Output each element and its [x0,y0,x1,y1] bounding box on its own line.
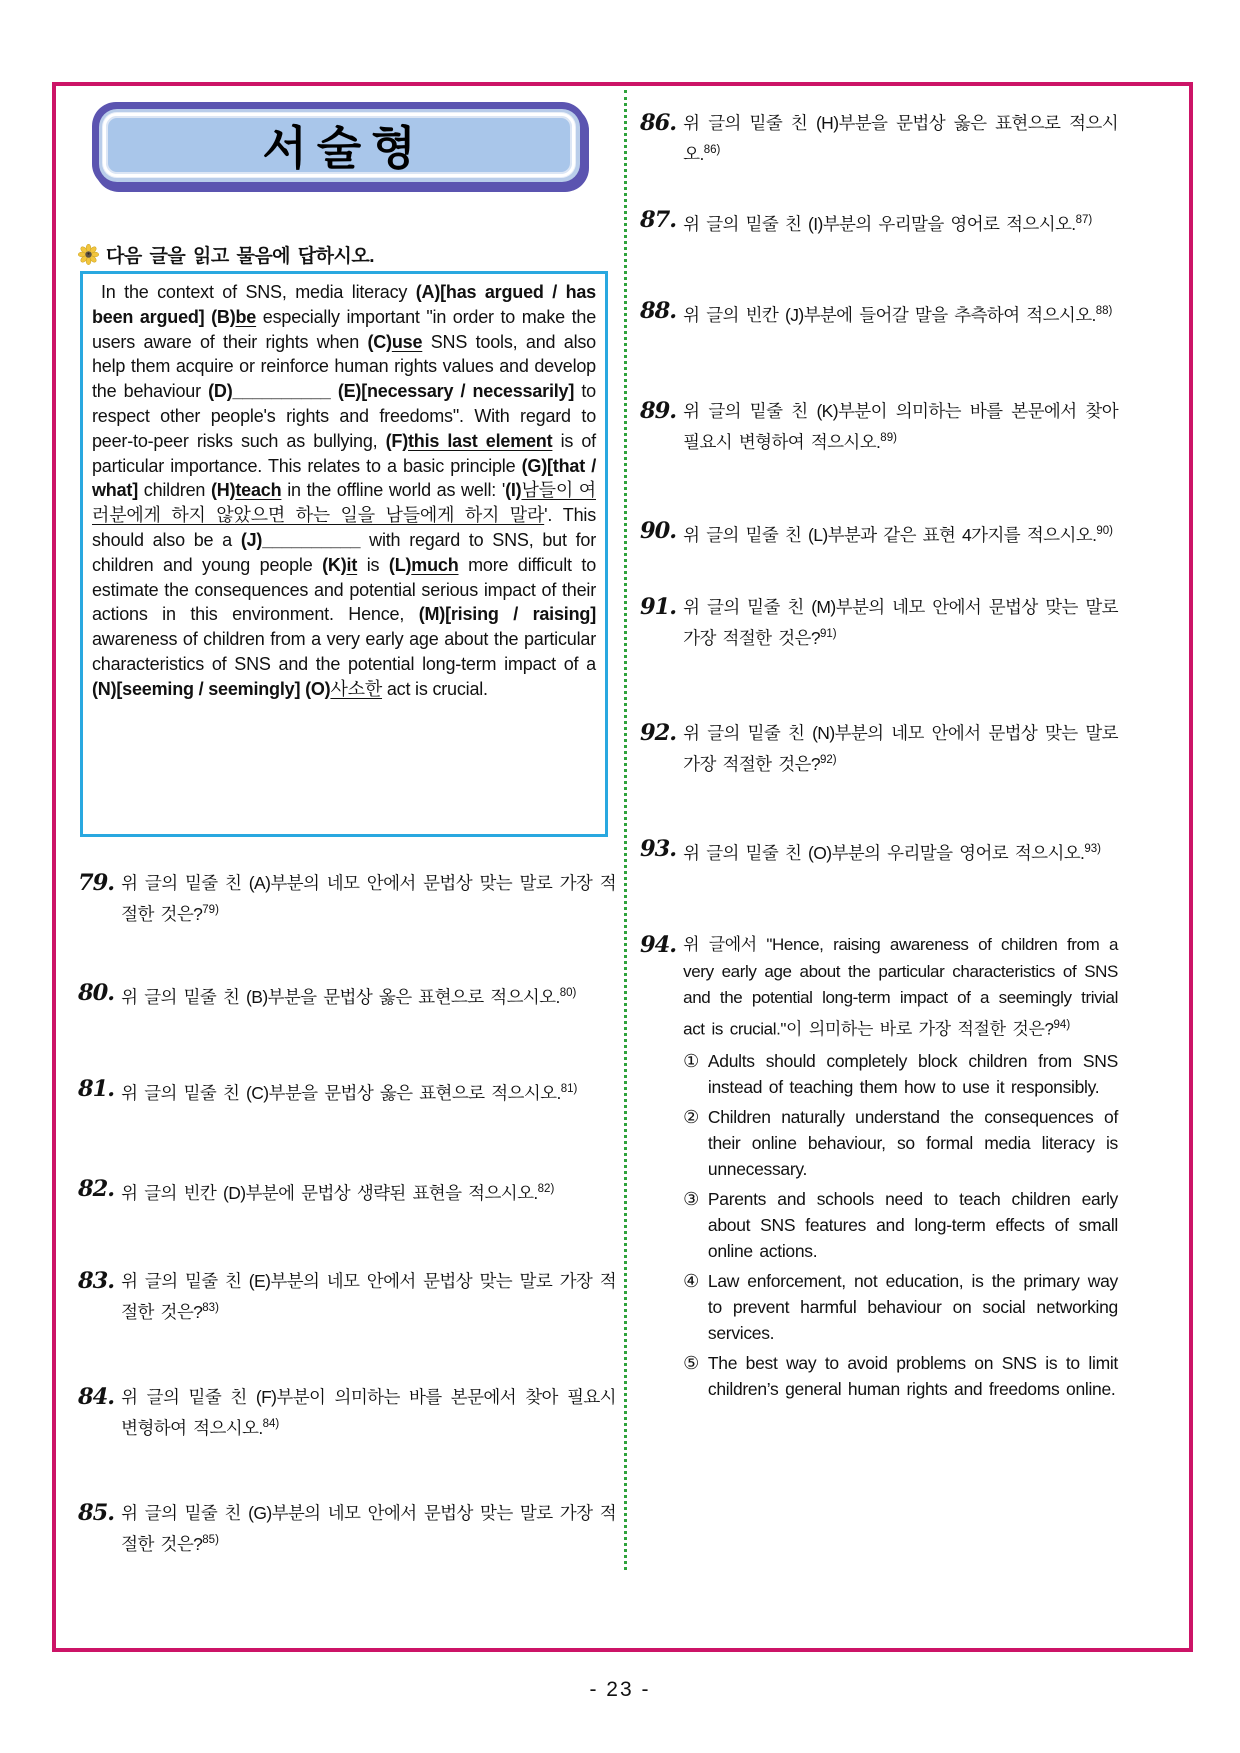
question-91 [640,594,1118,652]
footnote-ref: 80) [559,987,577,999]
footnote-ref: 84) [262,1418,280,1430]
question-number: 89. [640,398,677,424]
passage-segment: this last element [408,430,553,451]
question-number: 84. [78,1384,115,1410]
question-90 [640,518,1118,549]
passage-segment: much [411,554,459,575]
question-number: 86. [640,110,677,136]
footnote-ref: 86) [703,144,721,156]
footnote-ref: 94) [1053,1018,1071,1031]
question-number: 79. [78,870,115,896]
choice-marker: ③ [683,1188,699,1209]
question-text-main: 위 글의 밑줄 친 (E)부분의 네모 안에서 문법상 맞는 말로 가장 적절한 것은? [121,1271,616,1322]
question-text-main: 위 글에서 "Hence, raising awareness of children from a very early age about the particular characteristics of SNS and the potential long-term impact of a seemingly trivial act is crucial."이 의미하는 바로 가장 적절한 것은? [683,935,1118,1039]
question-text-main: 위 글의 밑줄 친 (M)부분의 네모 안에서 문법상 맞는 말로 가장 적절한 것은? [683,597,1118,648]
passage-segment: In the context of SNS, media literacy [101,282,416,302]
question-84 [78,1384,616,1442]
question-text-main: 위 글의 밑줄 친 (L)부분과 같은 표현 4가지를 적으시오. [683,524,1097,545]
choice-text: Law enforcement, not education, is the primary way to prevent harmful behaviour on social networking services. [707,1270,1118,1343]
footnote-ref: 89) [880,432,897,444]
footnote-ref: 82) [537,1183,555,1195]
question-text [121,1268,616,1326]
question-text-main: 위 글의 밑줄 친 (F)부분이 의미하는 바를 본문에서 찾아 필요시 변형하여 적으시오. [121,1387,616,1438]
choice-marker: ② [683,1106,699,1127]
passage-segment: (L) [388,554,412,575]
passage-segment: (N)[seeming / seemingly] [92,678,306,699]
question-number: 93. [640,836,677,862]
passage-segment: (B) [211,306,236,327]
question-text-main: 위 글의 밑줄 친 (A)부분의 네모 안에서 문법상 맞는 말로 가장 적절한 것은? [121,873,616,924]
question-text [683,720,1118,778]
footnote-ref: 81) [560,1083,578,1095]
footnote-ref: 91) [819,628,837,640]
question-number: 94. [640,932,677,958]
question-number: 87. [640,207,677,233]
passage-segment: (K) [322,554,347,575]
question-number: 90. [640,518,677,544]
passage-box [80,271,608,837]
question-93 [640,836,1118,867]
passage-segment: is of particular importance. This relates to a basic principle [92,430,596,476]
passage-segment: it [346,554,358,575]
choice-1 [683,1048,1118,1100]
passage-segment: act is crucial. [382,678,488,699]
passage-segment: (A)[has argued / has been argued] [92,282,596,327]
question-text [683,298,1118,329]
question-83 [78,1268,616,1326]
passage-segment: (C) [367,331,392,352]
footnote-ref: 90) [1096,525,1113,537]
question-text-main: 위 글의 밑줄 친 (H)부분을 문법상 옳은 표현으로 적으시오. [683,113,1118,164]
choice-text: Parents and schools need to teach children early about SNS features and long-term effects of small online actions. [707,1188,1118,1261]
passage-segment: use [391,331,423,352]
passage-segment: (E)[necessary / necessarily] [337,381,575,402]
footnote-ref: 83) [202,1302,219,1314]
question-81 [78,1076,616,1107]
choice-list [683,1048,1118,1402]
question-number: 81. [78,1076,115,1102]
question-text [683,398,1118,456]
question-text-main: 위 글의 밑줄 친 (N)부분의 네모 안에서 문법상 맞는 말로 가장 적절한 것은? [683,723,1118,774]
question-number: 83. [78,1268,115,1294]
column-divider [624,90,627,1570]
question-text-main: 위 글의 밑줄 친 (I)부분의 우리말을 영어로 적으시오. [683,213,1076,234]
question-text [121,870,616,928]
instruction-text: 다음 글을 읽고 물음에 답하시오. [106,246,374,267]
question-text [121,1500,616,1558]
question-text [683,594,1118,652]
question-text-main: 위 글의 빈칸 (D)부분에 문법상 생략된 표현을 적으시오. [121,1182,538,1203]
section-title-ring [99,109,580,182]
choice-marker: ① [683,1050,699,1071]
question-text [121,1176,616,1207]
question-82 [78,1176,616,1207]
passage-segment: is [357,554,389,575]
instruction-line [78,241,374,268]
question-text [121,1076,616,1107]
choice-3 [683,1186,1118,1264]
choice-text: Children naturally understand the consequences of their online behaviour, so formal media literacy is unnecessary. [707,1106,1118,1179]
passage-segment: (G)[that / what] [92,455,596,501]
question-94 [640,932,1118,1406]
passage-segment: more difficult to estimate the consequences and potential serious impact of their actions in this environment. Hence, [92,554,597,625]
question-text-main: 위 글의 밑줄 친 (K)부분이 의미하는 바를 본문에서 찾아 필요시 변형하여 적으시오. [683,401,1118,452]
question-text [683,836,1118,867]
passage-segment: (I) [505,480,522,501]
choice-5 [683,1350,1118,1402]
question-number: 85. [78,1500,115,1526]
question-number: 92. [640,720,677,746]
question-text [121,1384,616,1442]
footnote-ref: 79) [202,904,219,916]
choice-marker: ⑤ [683,1352,699,1373]
passage-segment: (J)__________ [240,529,361,550]
choice-text: The best way to avoid problems on SNS is to limit children’s general human rights and freedoms online. [707,1352,1118,1399]
question-text-main: 위 글의 밑줄 친 (O)부분의 우리말을 영어로 적으시오. [683,842,1085,863]
question-89 [640,398,1118,456]
passage-segment: (O) [305,678,331,699]
question-text-main: 위 글의 밑줄 친 (C)부분을 문법상 옳은 표현으로 적으시오. [121,1082,561,1103]
passage-segment: (F) [385,430,408,451]
choice-text: Adults should completely block children from SNS instead of teaching them how to use it responsibly. [707,1050,1118,1097]
question-text-main: 위 글의 밑줄 친 (G)부분의 네모 안에서 문법상 맞는 말로 가장 적절한 것은? [121,1503,616,1554]
choice-4 [683,1268,1118,1346]
question-text [683,207,1118,238]
passage-segment: with regard to SNS, but for children and young people [92,529,596,575]
question-number: 91. [640,594,677,620]
question-text [683,518,1118,549]
page-number: - 23 - [589,1678,651,1701]
question-79 [78,870,616,928]
question-number: 82. [78,1176,115,1202]
passage-segment: '. This should also be a [92,505,596,550]
question-87 [640,207,1118,238]
question-number: 88. [640,298,677,324]
footnote-ref: 93) [1084,843,1101,855]
question-86 [640,110,1118,168]
passage-segment: SNS tools, and also help them acquire or reinforce human rights values and develop the behaviour [92,331,596,402]
footnote-ref: 85) [202,1534,219,1546]
choice-2 [683,1104,1118,1182]
passage-segment: (M)[rising / raising] [418,604,596,625]
question-text-main: 위 글의 빈칸 (J)부분에 들어갈 말을 추측하여 적으시오. [683,304,1096,325]
passage-segment: be [235,306,257,327]
passage-segment: in the offline world as well: ' [281,480,506,501]
passage-segment: especially important "in order to make the users aware of their rights when [92,306,597,352]
passage-segment: children [138,480,211,501]
section-title-panel [103,113,575,177]
passage-segment: teach [235,480,282,501]
question-text [683,932,1118,1406]
passage-segment: (D)__________ [208,381,338,402]
passage-segment: to respect other people's rights and freedoms". With regard to peer-to-peer risks such as bullying, [92,381,596,451]
section-title-box [92,102,586,188]
footnote-ref: 88) [1095,305,1113,317]
question-text-main: 위 글의 밑줄 친 (B)부분을 문법상 옳은 표현으로 적으시오. [121,986,560,1007]
footnote-ref: 92) [819,754,837,766]
question-80 [78,980,616,1011]
footnote-ref: 87) [1075,214,1093,226]
section-title: 서술형 [262,122,426,174]
passage-segment: 사소한 [330,678,383,699]
passage-segment: awareness of children from a very early age about the particular characteristics of SNS and the potential long-term impact of a [92,629,596,674]
question-number: 80. [78,980,115,1006]
question-text [683,110,1118,168]
question-85 [78,1500,616,1558]
choice-marker: ④ [683,1270,699,1291]
passage-segment: 남들이 여러분에게 하지 않았으면 하는 일을 남들에게 하지 말라 [92,480,596,526]
passage-segment: (H) [211,480,236,501]
question-92 [640,720,1118,778]
flower-icon [78,244,99,265]
passage-text [92,280,596,702]
question-88 [640,298,1118,329]
question-text [121,980,616,1011]
